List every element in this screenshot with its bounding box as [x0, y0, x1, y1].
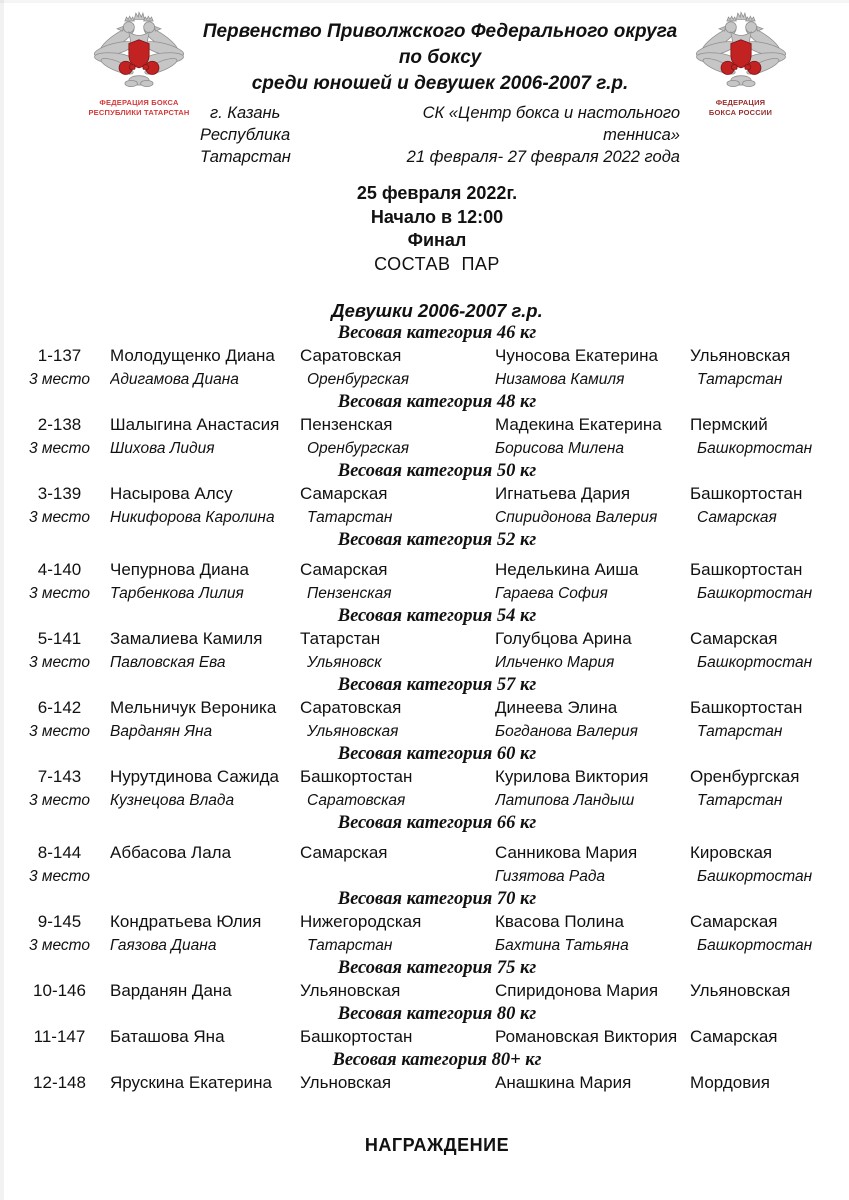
third-place-row [25, 789, 849, 812]
third-place-blue-name: Гараева София [495, 585, 608, 602]
blue-corner-name: Романовская Виктория [495, 1027, 678, 1046]
left-emblem-caption [88, 98, 189, 117]
third-place-red-region: Пензенская [307, 585, 392, 602]
header-center [200, 10, 680, 168]
red-corner-name: Мельничук Вероника [110, 698, 277, 717]
third-place-row [25, 720, 849, 743]
weight-category-heading: Весовая категория 75 кг [337, 958, 537, 978]
third-place-blue-name: Богданова Валерия [495, 723, 638, 740]
weight-category-section [25, 1049, 849, 1095]
group-title: Девушки 2006-2007 г.р. [331, 300, 543, 321]
third-place-blue-name: Латипова Ландыш [495, 792, 635, 809]
third-place-blue-region: Башкортостан [697, 654, 813, 671]
third-place-red-region: Татарстан [307, 509, 393, 526]
venue-block [370, 102, 680, 168]
pair-number: 9-145 [37, 912, 82, 931]
red-corner-name: Баташова Яна [110, 1027, 225, 1046]
third-place-red-name [110, 865, 300, 888]
event-stage: Финал [407, 230, 467, 250]
pair-number: 10-146 [33, 981, 86, 1000]
venue-dates: 21 февраля- 27 февраля 2022 года [406, 148, 680, 166]
weight-category-heading: Весовая категория 66 кг [337, 813, 537, 833]
pair-number: 3-139 [37, 484, 82, 503]
third-place-label: 3 место [28, 509, 91, 526]
third-place-blue-region: Татарстан [697, 792, 783, 809]
third-place-red-name: Никифорова Каролина [110, 509, 275, 526]
weight-category-section [25, 605, 849, 674]
event-date: 25 февраля 2022г. [356, 183, 518, 203]
final-pair-row [25, 558, 849, 582]
blue-corner-name: Санникова Мария [495, 843, 638, 862]
document-body [0, 182, 849, 1156]
third-place-red-name: Кузнецова Влада [110, 792, 235, 809]
location-region: Республика Татарстан [200, 126, 291, 166]
third-place-blue-name: Гизятова Рада [495, 868, 606, 885]
blue-corner-name: Чуносова Екатерина [495, 346, 658, 365]
final-pair-row [25, 910, 849, 934]
red-corner-region: Ульяновская [300, 981, 401, 1000]
third-place-blue-region: Татарстан [697, 723, 783, 740]
location-city: г. Казань [210, 104, 281, 122]
weight-category-section [25, 322, 849, 391]
red-corner-region: Нижегородская [300, 912, 422, 931]
double-headed-eagle-icon [685, 10, 797, 96]
third-place-row [25, 865, 849, 888]
red-corner-region: Самарская [300, 484, 388, 503]
final-pair-row [25, 1025, 849, 1049]
red-corner-name: Варданян Дана [110, 981, 232, 1000]
red-corner-region: Пензенская [300, 415, 393, 434]
red-corner-name: Аббасова Лала [110, 843, 232, 862]
weight-category-heading: Весовая категория 57 кг [337, 675, 537, 695]
location-block [200, 102, 370, 168]
third-place-blue-name: Низамова Камиля [495, 371, 625, 388]
third-place-red-region: Ульяновск [307, 654, 382, 671]
event-info [25, 182, 849, 276]
red-corner-name: Чепурнова Диана [110, 560, 249, 579]
third-place-red-region: Саратовская [307, 792, 406, 809]
tournament-title [200, 19, 680, 97]
double-headed-eagle-icon [83, 10, 195, 96]
third-place-red-region: Татарстан [307, 937, 393, 954]
blue-corner-name: Игнатьева Дария [495, 484, 631, 503]
weight-category-heading: Весовая категория 80+ кг [332, 1050, 542, 1070]
blue-corner-name: Анашкина Мария [495, 1073, 632, 1092]
third-place-label: 3 место [28, 654, 91, 671]
red-corner-name: Насырова Алсу [110, 484, 233, 503]
awards-title: НАГРАЖДЕНИЕ [364, 1135, 510, 1155]
final-pair-row [25, 627, 849, 651]
pair-number: 6-142 [37, 698, 82, 717]
pair-number: 1-137 [37, 346, 82, 365]
tournament-title-line2: среди юношей и девушек 2006-2007 г.р. [251, 73, 629, 94]
third-place-blue-region: Башкортостан [697, 585, 813, 602]
third-place-row [25, 651, 849, 674]
blue-corner-region: Кировская [690, 843, 773, 862]
weight-category-heading: Весовая категория 52 кг [337, 530, 537, 550]
blue-corner-region: Ульяновская [690, 346, 791, 365]
blue-corner-name: Курилова Виктория [495, 767, 649, 786]
weight-category-heading: Весовая категория 70 кг [337, 889, 537, 909]
red-corner-region: Башкортостан [300, 1027, 413, 1046]
blue-corner-name: Квасова Полина [495, 912, 624, 931]
left-emblem-caption-line2: РЕСПУБЛИКИ ТАТАРСТАН [88, 107, 190, 117]
weight-category-heading: Весовая категория 50 кг [337, 461, 537, 481]
blue-corner-region: Пермский [690, 415, 768, 434]
third-place-red-name: Адигамова Диана [110, 371, 239, 388]
blue-corner-name: Динеева Элина [495, 698, 618, 717]
third-place-blue-name: Ильченко Мария [495, 654, 615, 671]
third-place-label: 3 место [28, 723, 91, 740]
venue-name: СК «Центр бокса и настольного тенниса» [422, 104, 680, 144]
third-place-red-region [300, 865, 495, 888]
weight-category-heading: Весовая категория 60 кг [337, 744, 537, 764]
document-header [0, 0, 849, 168]
blue-corner-region: Башкортостан [690, 484, 803, 503]
weight-category-section [25, 391, 849, 460]
third-place-row [25, 934, 849, 957]
red-corner-name: Шалыгина Анастасия [110, 415, 280, 434]
third-place-label: 3 место [28, 440, 91, 457]
red-corner-region: Татарстан [300, 629, 381, 648]
third-place-red-name: Тарбенкова Лилия [110, 585, 244, 602]
blue-corner-region: Оренбургская [690, 767, 800, 786]
pair-number: 5-141 [37, 629, 82, 648]
header-meta [200, 102, 680, 168]
red-corner-name: Ярускина Екатерина [110, 1073, 272, 1092]
weight-category-section [25, 743, 849, 812]
blue-corner-name: Мадекина Екатерина [495, 415, 662, 434]
third-place-red-region: Оренбургская [307, 371, 410, 388]
final-pair-row [25, 696, 849, 720]
red-corner-name: Молодущенко Диана [110, 346, 275, 365]
right-emblem-caption-line1: ФЕДЕРАЦИЯ [715, 98, 766, 107]
third-place-red-name: Гаязова Диана [110, 937, 217, 954]
pair-number: 7-143 [37, 767, 82, 786]
pairs-table [25, 322, 849, 1095]
third-place-blue-name: Спиридонова Валерия [495, 509, 658, 526]
left-emblem-caption-line1: ФЕДЕРАЦИЯ БОКСА [99, 98, 179, 107]
weight-category-section [25, 460, 849, 529]
weight-category-section [25, 888, 849, 957]
third-place-red-name: Варданян Яна [110, 723, 213, 740]
third-place-label: 3 место [28, 585, 91, 602]
weight-category-section [25, 1003, 849, 1049]
blue-corner-name: Спиридонова Мария [495, 981, 659, 1000]
third-place-row [25, 506, 849, 529]
red-corner-region: Ульновская [300, 1073, 392, 1092]
right-emblem-caption [709, 98, 772, 117]
third-place-red-region: Оренбургская [307, 440, 410, 457]
pairs-list-title: СОСТАВ ПАР [374, 253, 500, 274]
pair-number: 4-140 [37, 560, 82, 579]
weight-category-heading: Весовая категория 48 кг [337, 392, 537, 412]
event-start-time: Начало в 12:00 [370, 206, 504, 227]
third-place-blue-name: Бахтина Татьяна [495, 937, 629, 954]
third-place-row [25, 582, 849, 605]
third-place-blue-region: Самарская [697, 509, 777, 526]
tournament-title-line1: Первенство Приволжского Федерального округа по боксу [202, 21, 678, 68]
red-corner-region: Башкортостан [300, 767, 413, 786]
third-place-label: 3 место [28, 371, 91, 388]
third-place-blue-region: Башкортостан [697, 937, 813, 954]
blue-corner-region: Башкортостан [690, 560, 803, 579]
blue-corner-region: Башкортостан [690, 698, 803, 717]
pair-number: 2-138 [37, 415, 82, 434]
weight-category-section [25, 529, 849, 605]
red-corner-name: Нурутдинова Сажида [110, 767, 280, 786]
red-corner-region: Саратовская [300, 698, 402, 717]
red-corner-region: Самарская [300, 560, 388, 579]
pair-number: 12-148 [33, 1073, 86, 1092]
weight-category-heading: Весовая категория 54 кг [337, 606, 537, 626]
red-corner-name: Замалиева Камиля [110, 629, 263, 648]
third-place-row [25, 368, 849, 391]
third-place-blue-region: Татарстан [697, 371, 783, 388]
third-place-red-name: Павловская Ева [110, 654, 226, 671]
red-corner-region: Самарская [300, 843, 388, 862]
third-place-row [25, 437, 849, 460]
russia-boxing-federation-emblem [680, 10, 849, 168]
final-pair-row [25, 841, 849, 865]
weight-category-heading: Весовая категория 80 кг [337, 1004, 537, 1024]
blue-corner-region: Самарская [690, 1027, 778, 1046]
third-place-blue-region: Башкортостан [697, 440, 813, 457]
pair-number: 11-147 [33, 1027, 86, 1046]
blue-corner-region: Самарская [690, 912, 778, 931]
weight-category-section [25, 674, 849, 743]
third-place-label: 3 место [28, 937, 91, 954]
blue-corner-name: Неделькина Аиша [495, 560, 639, 579]
third-place-label: 3 место [28, 792, 91, 809]
red-corner-region: Саратовская [300, 346, 402, 365]
third-place-red-name: Шихова Лидия [110, 440, 215, 457]
red-corner-name: Кондратьева Юлия [110, 912, 262, 931]
right-emblem-caption-line2: БОКСА РОССИИ [708, 107, 773, 117]
weight-category-section [25, 812, 849, 888]
final-pair-row [25, 765, 849, 789]
weight-category-section [25, 957, 849, 1003]
third-place-label: 3 место [28, 868, 91, 885]
pair-number: 8-144 [37, 843, 82, 862]
blue-corner-name: Голубцова Арина [495, 629, 632, 648]
blue-corner-region: Самарская [690, 629, 778, 648]
weight-category-heading: Весовая категория 46 кг [337, 323, 537, 343]
final-pair-row [25, 979, 849, 1003]
blue-corner-region: Ульяновская [690, 981, 791, 1000]
tatarstan-boxing-federation-emblem [0, 10, 200, 168]
final-pair-row [25, 344, 849, 368]
final-pair-row [25, 413, 849, 437]
third-place-blue-region: Башкортостан [697, 868, 813, 885]
blue-corner-region: Мордовия [690, 1073, 770, 1092]
final-pair-row [25, 482, 849, 506]
third-place-blue-name: Борисова Милена [495, 440, 625, 457]
final-pair-row [25, 1071, 849, 1095]
third-place-red-region: Ульяновская [307, 723, 399, 740]
